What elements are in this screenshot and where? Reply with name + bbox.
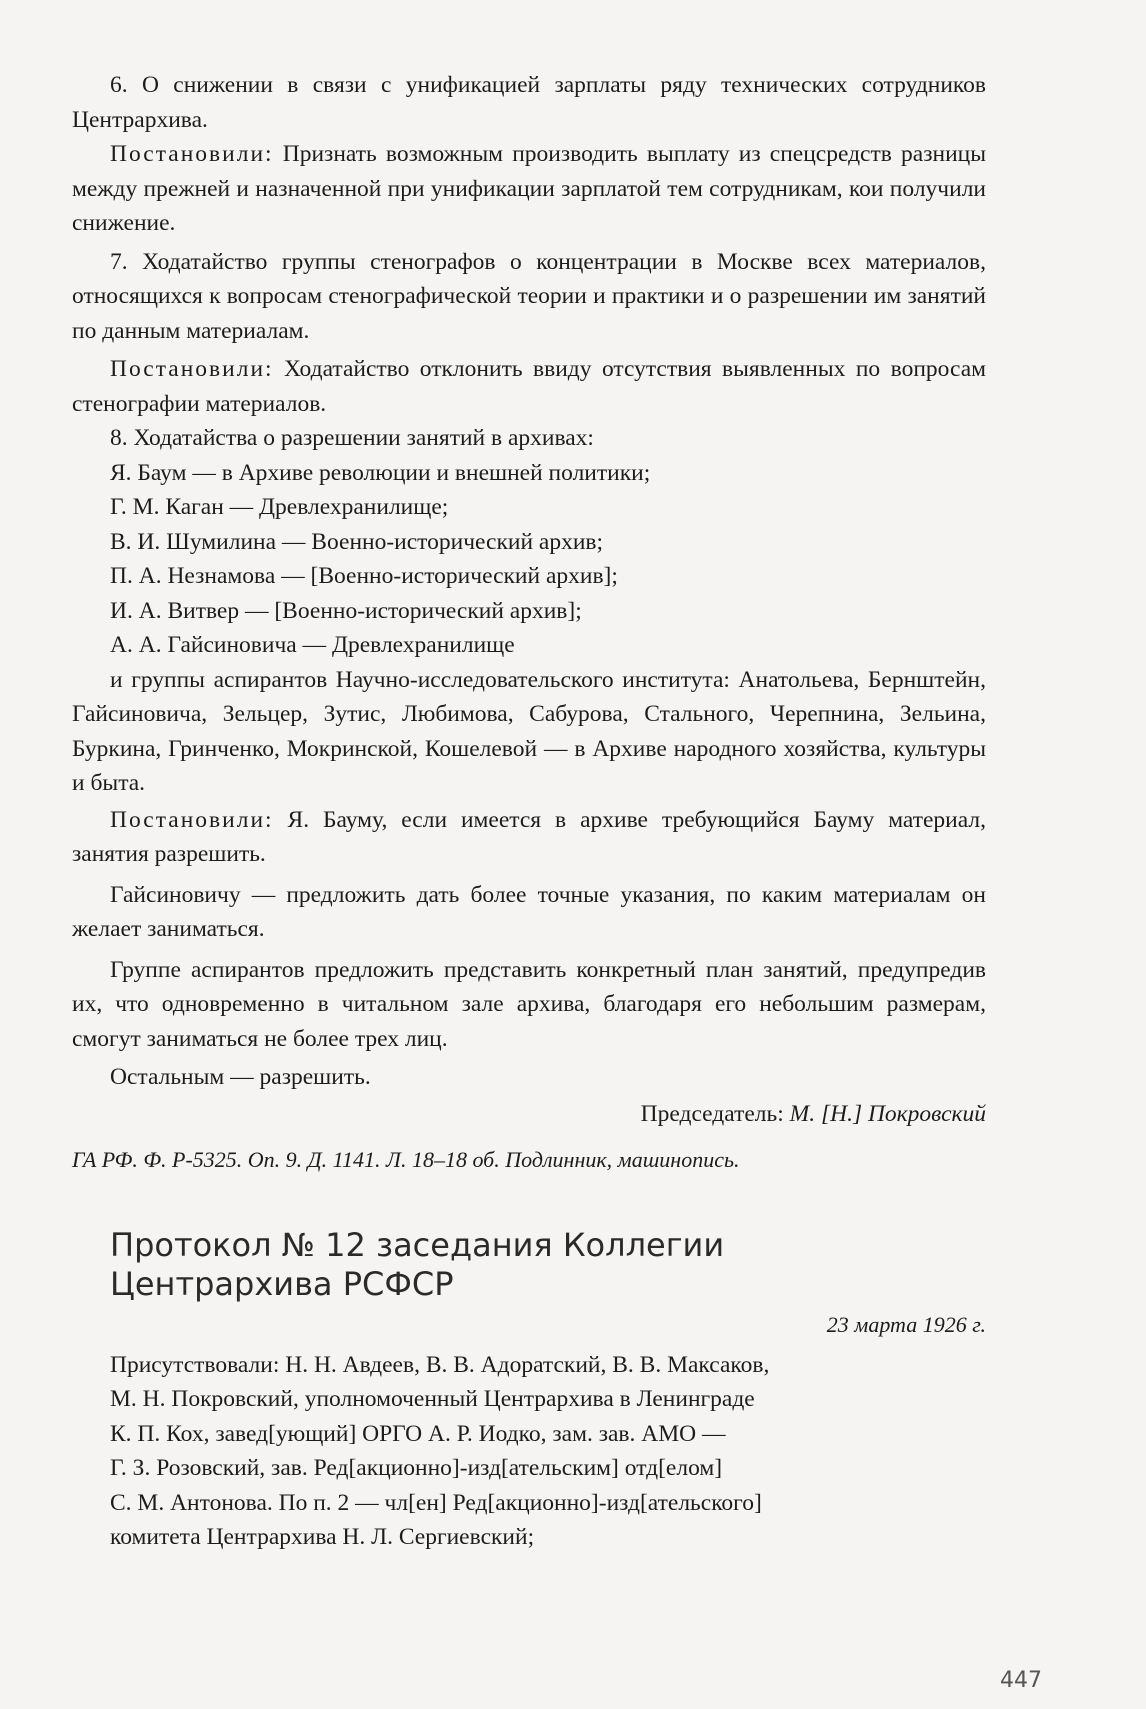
present-line: М. Н. Покровский, уполномоченный Центрархива в Ленинграде	[110, 1386, 755, 1412]
chairman-signature: Председатель: М. [Н.] Покровский	[640, 1100, 986, 1127]
present-line: комитета Центрархива Н. Л. Сергиевский;	[110, 1524, 535, 1550]
archive-list-item: И. А. Витвер — [Военно-исторический архив];	[110, 597, 582, 624]
decision-group: Группе аспирантов предложить представить конкретный план занятий, предупредив их, что одновременно в читальном зале архива, благодаря его небольшим размерам, смогут заниматься не более трех лиц.	[72, 956, 986, 1052]
item-8: 8. Ходатайства о разрешении занятий в архивах:	[110, 425, 594, 451]
decision-8: Постановили: Я. Бауму, если имеется в архиве требующийся Бауму материал, занятия разрешить.	[72, 806, 986, 867]
item-6: 6. О снижении в связи с унификацией зарплаты ряду технических сотрудников Центрархива.	[72, 72, 986, 133]
present-line: К. П. Кох, завед[ующий] ОРГО А. Р. Иодко, зам. зав. АМО —	[110, 1420, 726, 1447]
protocol-date: 23 марта 1926 г.	[826, 1311, 986, 1337]
archive-list-item: В. И. Шумилина — Военно-исторический архив;	[110, 528, 604, 555]
aspirants-paragraph: и группы аспирантов Научно-исследовательского института: Анатольева, Бернштейн, Гайсиновича, Зельцер, Зутис, Любимова, Сабурова, Стального, Черепнина, Зельина, Буркина, Гринченко, Мокринской, Кошелевой — в Архиве народного хозяйства, культуры и быта.	[72, 666, 986, 796]
decided-label: Постановили:	[110, 141, 274, 167]
decision-6: Постановили: Признать возможным производить выплату из спецсредств разницы между прежней и назначенной при унификации зарплатой тем сотрудникам, кои получили снижение.	[72, 141, 987, 236]
archive-list-item: А. А. Гайсиновича — Древлехранилище	[110, 632, 515, 658]
body-text	[72, 68, 986, 1555]
present-line: С. М. Антонова. По п. 2 — чл[ен] Ред[акционно]-изд[ательского]	[110, 1489, 762, 1516]
archive-list-item: П. А. Незнамова — [Военно-исторический архив];	[110, 563, 618, 589]
archive-list-item: Я. Баум — в Архиве революции и внешней политики;	[110, 459, 651, 486]
item-7: 7. Ходатайство группы стенографов о концентрации в Москве всех материалов, относящихся к вопросам стенографической теории и практики и о разрешении им занятий по данным материалам.	[72, 248, 986, 344]
source-note: ГА РФ. Ф. Р-5325. Оп. 9. Д. 1141. Л. 18–18 об. Подлинник, машинопись.	[72, 1147, 740, 1172]
present-list	[72, 1348, 986, 1555]
present-line: Присутствовали: Н. Н. Авдеев, В. В. Адоратский, В. В. Максаков,	[110, 1351, 770, 1378]
present-line: Г. З. Розовский, зав. Ред[акционно]-изд[ательским] отд[елом]	[110, 1455, 723, 1481]
page-number: 447	[1000, 1668, 1042, 1693]
decided-label: Постановили:	[110, 806, 274, 833]
decision-7: Постановили: Ходатайство отклонить ввиду отсутствия выявленных по вопросам стенографии материалов.	[72, 356, 987, 417]
protocol-title: Протокол № 12 заседания Коллегии Центрархива РСФСР	[110, 1225, 725, 1303]
decision-gaisinovich: Гайсиновичу — предложить дать более точные указания, по каким материалам он желает заниматься.	[72, 881, 986, 942]
decided-label: Постановили:	[110, 356, 274, 382]
archive-list-item: Г. М. Каган — Древлехранилище;	[110, 494, 449, 520]
decision-rest: Остальным — разрешить.	[110, 1064, 371, 1090]
